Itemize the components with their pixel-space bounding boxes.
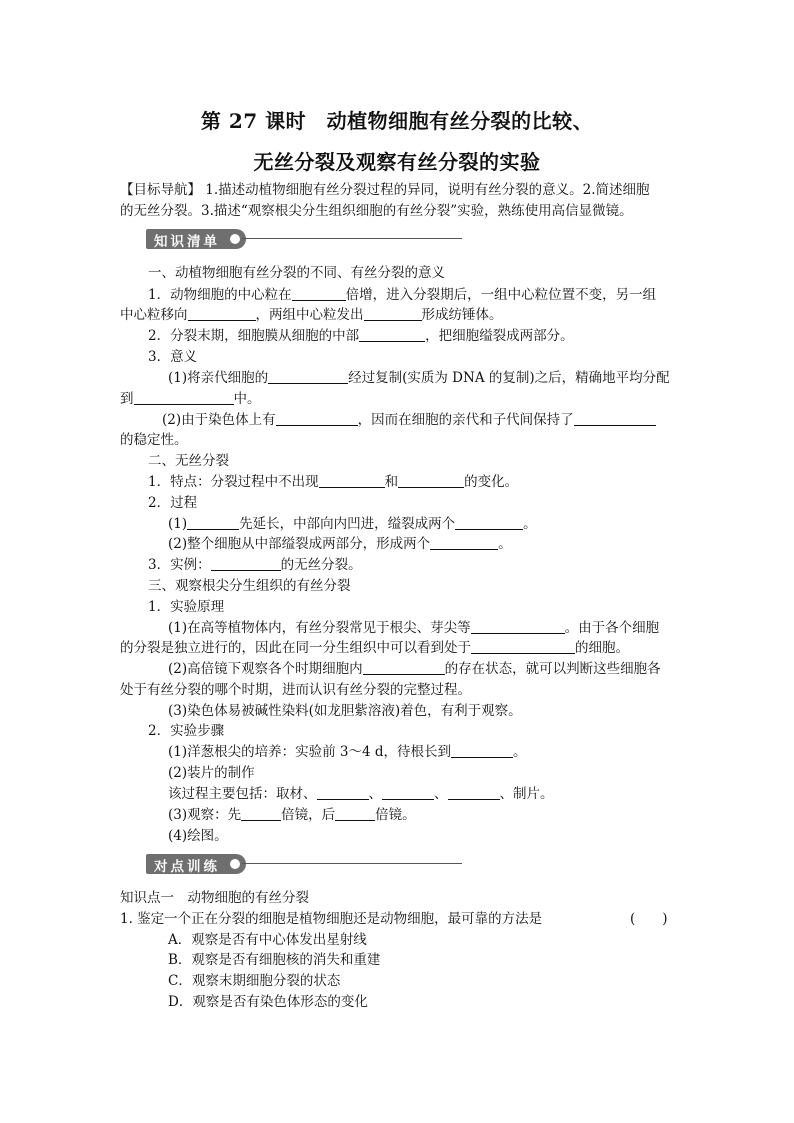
- blank[interactable]: [359, 327, 425, 342]
- blank[interactable]: [448, 785, 500, 800]
- blank[interactable]: [382, 785, 434, 800]
- blank[interactable]: [134, 390, 234, 405]
- s1-item3-1-line1: (1)将亲代细胞的 经过复制(实质为 DNA 的复制)之后，精确地平均分配: [168, 370, 670, 386]
- section3-heading: 三、观察根尖分生组织的有丝分裂: [148, 578, 351, 594]
- section1-heading: 一、动植物细胞有丝分裂的不同、有丝分裂的意义: [148, 265, 445, 281]
- blank[interactable]: [574, 411, 656, 426]
- s2-item2-2: (2)整个细胞从中部缢裂成两部分，形成两个 。: [168, 536, 512, 552]
- blank[interactable]: [317, 785, 369, 800]
- banner-tag: [146, 229, 246, 249]
- s1-item1-line1: 1．动物细胞的中心粒在 倍增，进入分裂期后，一组中心粒位置不变，另一组: [148, 287, 657, 303]
- s2-item1: 1．特点：分裂过程中不出现 和 的变化。: [148, 474, 519, 490]
- s1-item3-2-line1: (2)由于染色体上有 ，因而在细胞的亲代和子代间保持了: [162, 411, 722, 430]
- s2-item2-1: (1) 先延长，中部向内凹进，缢裂成两个 。: [168, 516, 537, 532]
- section2-heading: 二、无丝分裂: [148, 453, 229, 469]
- s3-item2-3: (3)观察：先 倍镜，后 倍镜。: [168, 807, 416, 823]
- s3-item2-2-steps: 该过程主要包括：取材、 、 、 、制片。: [168, 786, 554, 802]
- s1-item3-1-line2: 到 中。: [120, 391, 261, 407]
- blank[interactable]: [319, 473, 385, 488]
- blank[interactable]: [471, 619, 565, 634]
- blank[interactable]: [268, 369, 348, 384]
- s3-item2-2: (2)装片的制作: [168, 765, 255, 781]
- blank[interactable]: [188, 306, 256, 321]
- blank[interactable]: [211, 556, 281, 571]
- s2-item2: 2．过程: [148, 495, 198, 511]
- s1-item1-line2: 中心粒移向 ，两组中心粒发出 形成纺锤体。: [120, 307, 503, 323]
- option-d[interactable]: D．观察是否有染色体形态的变化: [168, 994, 368, 1010]
- s2-item3: 3．实例： 的无丝分裂。: [148, 557, 362, 573]
- goal-line1: 【目标导航】 1.描述动植物细胞有丝分裂过程的异同，说明有丝分裂的意义。2.简述细胞: [120, 182, 650, 198]
- blank[interactable]: [187, 515, 239, 530]
- blank[interactable]: [398, 473, 464, 488]
- s1-item3: 3．意义: [148, 349, 198, 365]
- s3-item1-3: (3)染色体易被碱性染料(如龙胆紫溶液)着色，有利于观察。: [168, 703, 522, 719]
- banner-tag: [146, 854, 246, 874]
- s3-item2-4: (4)绘图。: [168, 828, 228, 844]
- banner-label: 知识清单: [154, 234, 220, 250]
- blank[interactable]: [451, 743, 513, 758]
- blank[interactable]: [364, 306, 422, 321]
- s3-item2-1: (1)洋葱根尖的培养：实验前 3～4 d，待根长到 。: [168, 744, 527, 760]
- knowledge-point-heading: 知识点一 动物细胞的有丝分裂: [120, 890, 309, 906]
- s3-item1-2-line2: 处于有丝分裂的哪个时期，进而认识有丝分裂的完整过程。: [120, 682, 471, 698]
- blank[interactable]: [363, 660, 445, 675]
- s3-item1-1-line1: (1)在高等植物体内，有丝分裂常见于根尖、芽尖等 。由于各个细胞: [168, 620, 660, 636]
- banner-label: 对点训练: [154, 859, 220, 875]
- option-a[interactable]: A．观察是否有中心体发出星射线: [168, 932, 367, 948]
- banner-rule: [242, 863, 462, 864]
- lesson-title-line1: 第 27 课时 动植物细胞有丝分裂的比较、: [200, 109, 594, 133]
- bullet-dot-icon: [230, 234, 240, 244]
- blank[interactable]: [241, 806, 281, 821]
- s3-item1-1-line2: 的分裂是独立进行的，因此在同一分生组织中可以看到处于 的细胞。: [120, 640, 629, 656]
- blank[interactable]: [471, 639, 575, 654]
- s3-item1: 1．实验原理: [148, 599, 225, 615]
- blank[interactable]: [335, 806, 375, 821]
- blank[interactable]: [276, 411, 358, 426]
- blank[interactable]: [430, 535, 498, 550]
- s1-item2: 2．分裂末期，细胞膜从细胞的中部 ，把细胞缢裂成两部分。: [148, 328, 574, 344]
- goal-line2: 的无丝分裂。3.描述“观察根尖分生组织细胞的有丝分裂”实验，熟练使用高信显微镜。: [120, 203, 633, 219]
- answer-parentheses[interactable]: ( ): [630, 911, 668, 927]
- banner-rule: [242, 238, 462, 239]
- s3-item1-2-line1: (2)高倍镜下观察各个时期细胞内 的存在状态，就可以判断这些细胞各: [168, 661, 661, 677]
- s3-item2: 2．实验步骤: [148, 723, 225, 739]
- question-1: 1. 鉴定一个正在分裂的细胞是植物细胞还是动物细胞，最可靠的方法是: [120, 911, 543, 927]
- option-b[interactable]: B．观察是否有细胞核的消失和重建: [168, 952, 381, 968]
- blank[interactable]: [455, 515, 523, 530]
- bullet-dot-icon: [230, 859, 240, 869]
- lesson-title-line2: 无丝分裂及观察有丝分裂的实验: [253, 150, 541, 174]
- s1-item3-2-line2: 的稳定性。: [120, 432, 188, 448]
- blank[interactable]: [292, 286, 346, 301]
- option-c[interactable]: C．观察末期细胞分裂的状态: [168, 973, 341, 989]
